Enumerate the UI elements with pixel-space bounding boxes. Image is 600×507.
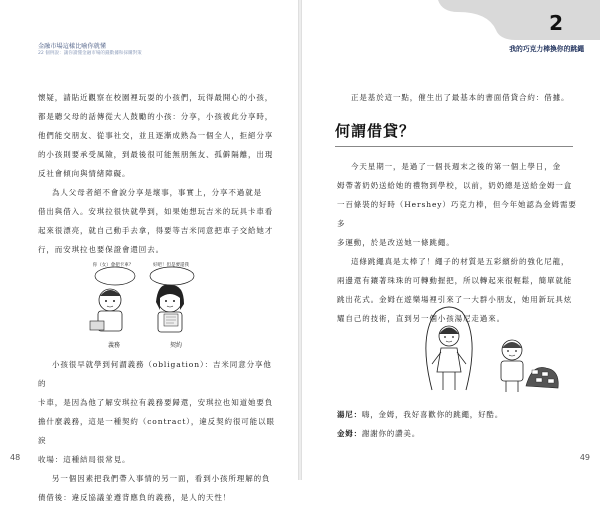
body-line: 這條跳繩真是太棒了！繩子的材質是五彩繽紛的強化尼龍， <box>351 257 570 266</box>
caption-contract: 契約 <box>170 342 183 349</box>
running-header-title: 金融市場這樣比喻你就懂 <box>38 43 107 50</box>
body-line: 行，而安琪拉也要保證會還回去。 <box>38 245 164 254</box>
body-line: 小孩很早就學到何謂義務（obligation）：吉米同意分享他的 <box>38 360 272 388</box>
caption-obligation: 義務 <box>108 342 121 349</box>
body-line: 起來很漂亮，就自己動手去拿，得要等吉米同意把車子交給她才 <box>38 226 274 235</box>
dialog-text: 嗨，金姆，我好喜歡你的跳繩，好酷。 <box>361 410 504 419</box>
body-line: 耀自己的技術，直到另一個小孩湯尼走過來。 <box>337 314 505 323</box>
page-number-left: 48 <box>10 453 21 462</box>
body-line: 為人父母者絕不會說分享是壞事，事實上，分享不過就是 <box>52 188 262 197</box>
body-line: 卡車，是因為他了解安琪拉有義務要歸還，安琪拉也知道她要負 <box>38 398 274 407</box>
body-text-block-right <box>337 157 577 328</box>
speech-bubble-right: 好吧！但是要還我 <box>153 263 189 268</box>
body-line: 懷疑，請貼近觀察在校園裡玩耍的小孩們，玩得最開心的小孩， <box>38 93 274 102</box>
left-page <box>0 0 298 502</box>
body-line: 另一個因素把我們帶入事情的另一面，看到小孩所理解的負 <box>52 474 271 483</box>
body-line: 今天星期一，是過了一個長週末之後的第一個上學日，金 <box>351 162 561 171</box>
jump-rope-illustration <box>414 306 564 398</box>
body-text-block-1 <box>38 88 278 259</box>
right-page <box>302 0 600 480</box>
dialog-text: 謝謝你的讚美。 <box>361 429 421 438</box>
chapter-tab-shape <box>438 0 600 40</box>
body-line: 收場：這種結局很常見。 <box>38 455 131 464</box>
body-line: 他們能交朋友、從事社交，並且逐漸成熟為一個全人，拒絕分享 <box>38 131 274 140</box>
running-header-subtitle: 22 個例說：讓你讀懂金融市場的錢數據和採購對策 <box>38 51 142 56</box>
dialog-speaker: 金姆： <box>337 429 362 438</box>
body-line: 姆帶著奶奶送給她的禮物到學校，以前，奶奶總是送給金姆一盒 <box>337 181 573 190</box>
body-line: 跳出花式。金姆在遊樂場裡引來了一大群小朋友，她用新玩具炫 <box>337 295 573 304</box>
body-line: 都是聽父母的話傳從大人鼓勵的小孩：分享，小孩被此分享時， <box>38 112 274 121</box>
body-line: 借出與借入。安琪拉很快就學到，如果她想玩吉米的玩具卡車看 <box>38 207 274 216</box>
body-line: 反社會傾向與情緒障礙。 <box>38 169 131 178</box>
dialog-line-1 <box>337 409 503 420</box>
body-line: 債借後：違反協議並遵背應負的義務，是人的天性！ <box>38 493 232 502</box>
body-line: 多運動，於是改送她一條跳繩。 <box>337 238 455 247</box>
dialog-speaker: 湯尼： <box>337 410 362 419</box>
kids-sharing-illustration <box>80 258 220 338</box>
page-number-right: 49 <box>579 453 590 462</box>
body-text-block-2 <box>38 355 278 507</box>
body-line: 擔什麼義務，這是一種契約（contract），違反契約很可能以眼淚 <box>38 417 275 445</box>
section-divider <box>335 146 573 147</box>
chapter-number: 2 <box>549 11 563 35</box>
body-line: 兩邊還有鑲著珠珠的可轉動握把，所以轉起來很輕鬆，簡單就能 <box>337 276 573 285</box>
speech-bubble-left: 你（女）會把卡車？ <box>92 263 134 268</box>
intro-line: 正是基於這一點，催生出了最基本的書面借貸合約：借據。 <box>351 93 570 102</box>
section-heading: 何謂借貸？ <box>335 122 416 140</box>
body-line: 一百條裝的好時（Hershey）巧克力棒，但今年她認為金姆需要多 <box>337 200 577 228</box>
dialog-line-2 <box>337 428 420 439</box>
running-header-chapter-title: 我的巧克力棒換你的跳繩 <box>509 45 584 53</box>
body-line: 的小孩則要承受風險，到最後很可能無朋無友、孤僻隔離，出現 <box>38 150 274 159</box>
